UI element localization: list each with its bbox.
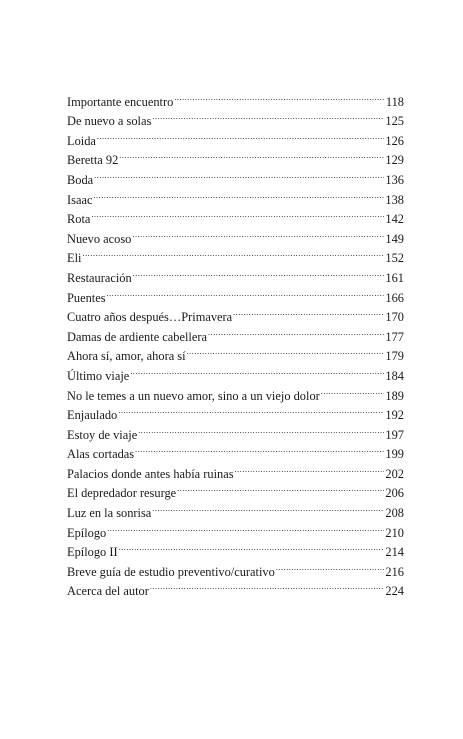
toc-entry <box>67 164 404 187</box>
dot-leader <box>94 164 384 184</box>
toc-entry-title: Boda <box>67 172 94 187</box>
dot-leader <box>235 458 385 478</box>
toc-entry-title: Ahora sí, amor, ahora sí <box>67 349 186 364</box>
toc-entry <box>67 419 404 442</box>
toc-entry-page-number: 199 <box>385 447 404 462</box>
dot-leader <box>91 204 384 224</box>
toc-entry <box>67 537 404 560</box>
dot-leader <box>133 262 385 282</box>
toc-entry-title: Cuatro años después…Primavera <box>67 310 233 325</box>
toc-entry-page-number: 138 <box>385 192 404 207</box>
toc-entry-page-number: 224 <box>385 584 404 599</box>
dot-leader <box>150 576 385 596</box>
dot-leader <box>135 439 384 459</box>
toc-entry-page-number: 189 <box>385 388 404 403</box>
toc-entry-page-number: 136 <box>385 172 404 187</box>
dot-leader <box>119 537 385 557</box>
toc-entry-page-number: 192 <box>385 408 404 423</box>
dot-leader <box>152 497 384 517</box>
toc-entry-title: Eli <box>67 251 82 266</box>
toc-entry-page-number: 166 <box>385 290 404 305</box>
toc-entry-title: De nuevo a solas <box>67 114 152 129</box>
toc-entry <box>67 86 404 109</box>
toc-entry <box>67 517 404 540</box>
toc-entry <box>67 184 404 207</box>
toc-entry-title: Restauración <box>67 270 132 285</box>
dot-leader <box>152 106 384 126</box>
toc-entry-title: Puentes <box>67 290 106 305</box>
dot-leader <box>208 321 384 341</box>
dot-leader <box>107 282 385 302</box>
toc-entry-title: Acerca del autor <box>67 584 149 599</box>
toc-entry-title: Epílogo <box>67 525 107 540</box>
toc-entry <box>67 125 404 148</box>
toc-entry-page-number: 214 <box>385 545 404 560</box>
toc-entry-title: Isaac <box>67 192 93 207</box>
toc-entry-title: Alas cortadas <box>67 447 135 462</box>
toc-entry-page-number: 161 <box>385 270 404 285</box>
dot-leader <box>119 145 384 165</box>
toc-entry-page-number: 170 <box>385 310 404 325</box>
toc-entry-page-number: 126 <box>385 133 404 148</box>
toc-entry-page-number: 184 <box>385 368 404 383</box>
toc-entry-title: Palacios donde antes había ruinas <box>67 466 234 481</box>
toc-entry-page-number: 210 <box>385 525 404 540</box>
toc-entry-page-number: 179 <box>385 349 404 364</box>
toc-entry <box>67 204 404 227</box>
dot-leader <box>93 184 384 204</box>
dot-leader <box>321 380 385 400</box>
toc-entry-title: Estoy de viaje <box>67 427 138 442</box>
toc-entry-title: El depredador resurge <box>67 486 177 501</box>
table-of-contents <box>67 86 404 599</box>
toc-entry-title: Loida <box>67 133 96 148</box>
toc-entry <box>67 262 404 285</box>
toc-entry-page-number: 202 <box>385 466 404 481</box>
dot-leader <box>177 478 384 498</box>
dot-leader <box>233 302 384 322</box>
dot-leader <box>97 125 385 145</box>
toc-entry-title: Beretta 92 <box>67 153 119 168</box>
dot-leader <box>132 223 384 243</box>
toc-entry-title: Damas de ardiente cabellera <box>67 329 207 344</box>
toc-entry-page-number: 142 <box>385 212 404 227</box>
dot-leader <box>187 341 385 361</box>
dot-leader <box>118 400 384 420</box>
toc-entry-page-number: 125 <box>385 114 404 129</box>
toc-entry-title: Importante encuentro <box>67 94 174 109</box>
toc-entry <box>67 223 404 246</box>
toc-entry-title: Luz en la sonrisa <box>67 506 152 521</box>
toc-entry-page-number: 149 <box>385 231 404 246</box>
toc-entry <box>67 243 404 266</box>
toc-entry-page-number: 118 <box>385 94 404 109</box>
toc-entry-title: Nuevo acoso <box>67 231 132 246</box>
toc-entry-page-number: 197 <box>385 427 404 442</box>
toc-entry-title: No le temes a un nuevo amor, sino a un viejo dolor <box>67 388 320 403</box>
toc-entry <box>67 282 404 305</box>
toc-entry-title: Último viaje <box>67 368 130 383</box>
toc-entry-page-number: 208 <box>385 506 404 521</box>
toc-entry-title: Enjaulado <box>67 408 118 423</box>
dot-leader <box>174 86 385 106</box>
toc-entry <box>67 145 404 168</box>
toc-entry <box>67 400 404 423</box>
toc-entry-page-number: 152 <box>385 251 404 266</box>
dot-leader <box>107 517 384 537</box>
toc-entry-page-number: 177 <box>385 329 404 344</box>
dot-leader <box>276 556 385 576</box>
toc-entry-page-number: 206 <box>385 486 404 501</box>
dot-leader <box>130 360 384 380</box>
dot-leader <box>138 419 384 439</box>
toc-entry-page-number: 129 <box>385 153 404 168</box>
toc-entry-title: Breve guía de estudio preventivo/curativo <box>67 564 275 579</box>
toc-entry-title: Epílogo II <box>67 545 118 560</box>
dot-leader <box>82 243 384 263</box>
toc-entry-title: Rota <box>67 212 91 227</box>
toc-entry <box>67 302 404 325</box>
toc-entry-page-number: 216 <box>385 564 404 579</box>
